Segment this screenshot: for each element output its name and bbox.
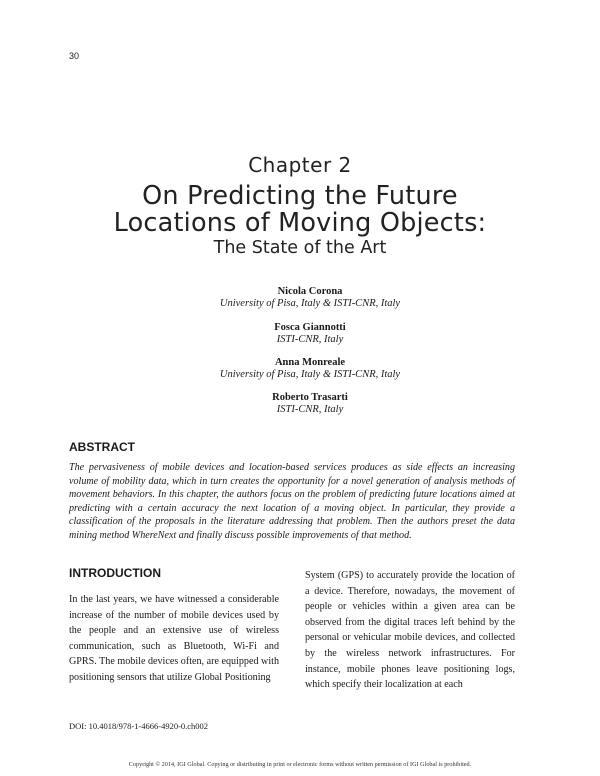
author-block [170, 286, 450, 310]
copyright-footer: Copyright © 2014, IGI Global. Copying or distributing in print or electronic forms without written permission of IGI Global is prohibited. [128, 761, 472, 768]
author-name: Anna Monreale [274, 357, 346, 368]
chapter-subtitle: The State of the Art [213, 238, 387, 258]
page-number: 30 [69, 51, 80, 61]
chapter-title-line-2: Locations of Moving Objects: [113, 208, 487, 238]
author-affiliation: University of Pisa, Italy & ISTI-CNR, Italy [219, 369, 401, 380]
author-affiliation: University of Pisa, Italy & ISTI-CNR, Italy [219, 298, 401, 309]
author-name: Roberto Trasarti [272, 392, 348, 403]
author-name: Fosca Giannotti [274, 322, 346, 333]
author-block [170, 392, 450, 416]
introduction-column-left: In the last years, we have witnessed a considerable increase of the number of mobile devices used by the people and an extensive use of wireless communication, such as Bluetooth, Wi-Fi and GPRS. The mobile devices often, are equipped with positioning sensors that utilize Global Positioning [69, 594, 279, 683]
introduction-column-right: System (GPS) to accurately provide the location of a device. Therefore, nowadays, the movement of people or vehicles within a given area can be observed from the digital traces left behind by the personal or vehicular mobile devices, and collected by the wireless network infrastructures. For instance, mobile phones leave positioning logs, which specify their localization at each [305, 570, 515, 691]
author-affiliation: ISTI-CNR, Italy [276, 334, 344, 345]
chapter-title-line-1: On Predicting the Future [142, 181, 458, 211]
chapter-label: Chapter 2 [248, 153, 352, 177]
author-affiliation: ISTI-CNR, Italy [276, 404, 344, 415]
author-name: Nicola Corona [277, 286, 343, 297]
abstract-heading: ABSTRACT [69, 440, 135, 454]
abstract-text: The pervasiveness of mobile devices and location-based services produces as side effects an increasing volume of mobility data, which in turn creates the opportunity for a novel generation of analysis methods of movement behaviors. In this chapter, the authors focus on the problem of predicting future locations aimed at predicting with a certain accuracy the next location of a moving object. In particular, they provide a classification of the proposals in the literature addressing that problem. Then the authors preset the data mining method WhereNext and finally discuss possible improvements of that method. [69, 462, 515, 541]
author-block [170, 322, 450, 346]
introduction-heading: INTRODUCTION [69, 566, 161, 580]
author-block [170, 357, 450, 381]
doi-line: DOI: 10.4018/978-1-4666-4920-0.ch002 [69, 721, 209, 731]
